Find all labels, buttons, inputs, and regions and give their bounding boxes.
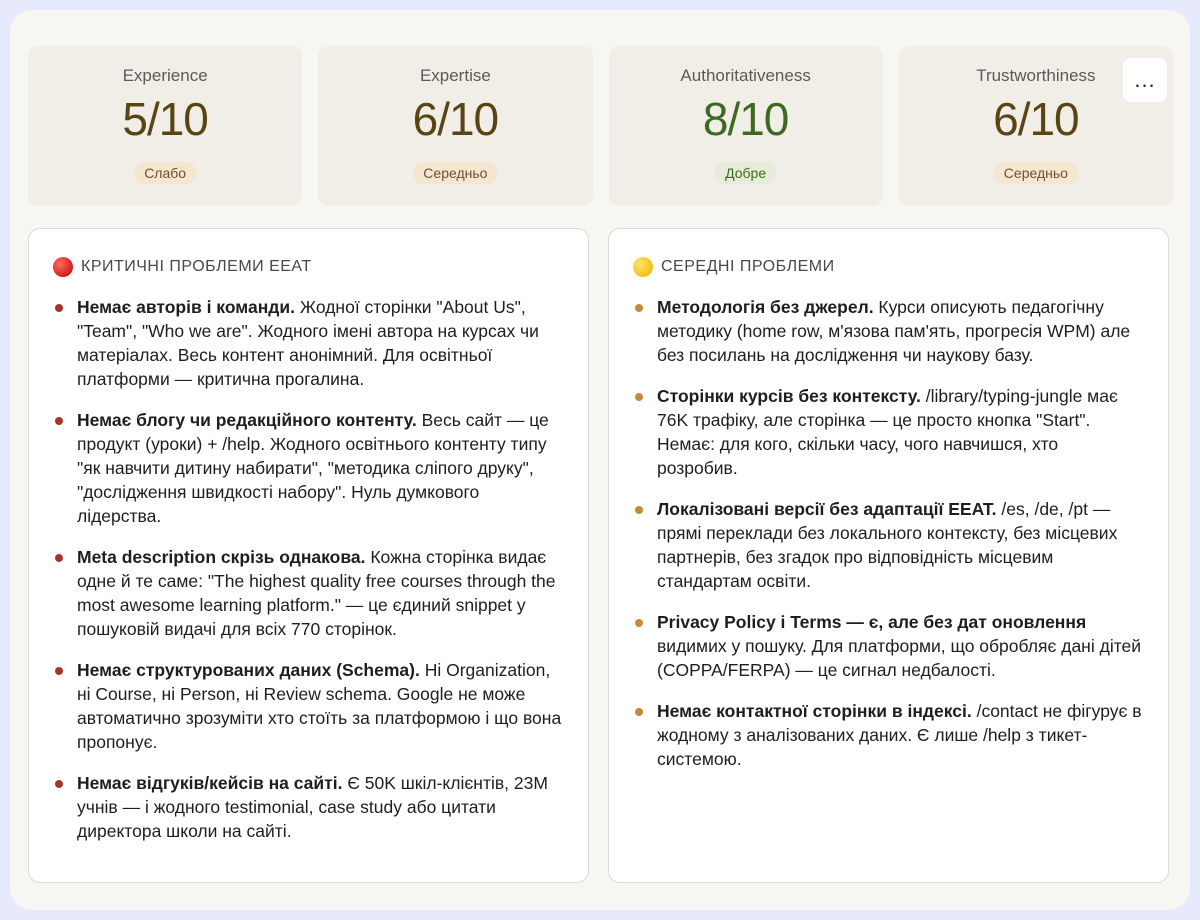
bullet-dot [635,619,643,627]
score-label: Authoritativeness [680,66,811,85]
score-card-experience [28,46,302,206]
score-value: 6/10 [412,93,499,145]
issue-title: Privacy Policy і Terms — є, але без дат оновлення [657,612,1087,632]
score-card-authoritativeness [609,46,883,206]
issue-text: Жодної сторінки "About Us", "Team", "Who we are". Жодного імені автора на курсах чи матеріалах. Весь контент анонімний. Для освітньої платформи — критична прогалина. [77,297,539,389]
medium-issues-list [633,295,1142,771]
list-item [633,497,1142,593]
bullet-dot [55,667,63,675]
issue-title: Немає контактної сторінки в індексі. [657,701,972,721]
issue-title: Локалізовані версії без адаптації EEAT. [657,499,997,519]
score-card-expertise [318,46,592,206]
bullet-dot [55,780,63,788]
issue-text: Ні Organization, ні Course, ні Person, ні Review schema. Google не може автоматично зрозуміти хто стоїть за платформою і що вона пропонує. [77,660,562,752]
list-item [633,699,1142,771]
issue-text: /es, /de, /pt — прямі переклади без локального контексту, без місцевих партнерів, без згадок про відповідність місцевим стандартам освіти. [657,499,1118,591]
issue-text: /library/typing-jungle має 76K трафіку, але сторінка — це просто кнопка "Start". Немає: для кого, скільки часу, чого навчишся, хто розробив. [657,386,1118,478]
bullet-dot [55,554,63,562]
yellow-circle-icon [633,257,653,277]
issue-title: Методологія без джерел. [657,297,874,317]
bullet-dot [635,506,643,514]
score-badge: Слабо [134,162,196,184]
critical-issues-title: КРИТИЧНІ ПРОБЛЕМИ EEAT [81,258,312,275]
score-card-trustworthiness [899,46,1173,206]
medium-issues-title: СЕРЕДНІ ПРОБЛЕМИ [661,258,835,275]
score-label: Experience [122,66,208,85]
bullet-dot [635,393,643,401]
issue-text: Кожна сторінка видає одне й те саме: "The highest quality free courses through the most awesome learning platform." — це єдиний snippet у пошуковій видачі для всіх 770 сторінок. [77,547,556,639]
critical-issues-panel [28,228,589,883]
score-value: 5/10 [122,93,208,145]
issue-text: видимих у пошуку. Для платформи, що обробляє дані дітей (COPPA/FERPA) — це сигнал недбалості. [657,636,1142,680]
bullet-dot [635,304,643,312]
eeat-score-row [28,46,1173,206]
critical-issues-list [53,295,562,843]
score-label: Trustworthiness [976,66,1096,85]
list-item [53,658,562,754]
score-badge: Добре [715,162,776,184]
medium-issues-header [633,257,1142,277]
issue-title: Немає структурованих даних (Schema). [77,660,420,680]
issue-text: Весь сайт — це продукт (уроки) + /help. Жодного освітнього контенту типу "як навчити дитину набирати", "методика сліпого друку", "дослідження швидкості набору". Нуль думкового лідерства. [77,410,549,526]
issue-text: /contact не фігурує в жодному з аналізованих даних. Є лише /help з тикет-системою. [657,701,1142,769]
score-value: 8/10 [702,93,789,145]
bullet-dot [55,417,63,425]
red-circle-icon [53,257,73,277]
list-item [53,545,562,641]
more-options-button[interactable]: ... [1123,58,1167,102]
list-item [53,408,562,528]
list-item [633,295,1142,367]
bullet-dot [55,304,63,312]
medium-issues-panel [608,228,1169,883]
score-badge: Середньо [994,162,1078,184]
list-item [633,384,1142,480]
issue-title: Сторінки курсів без контексту. [657,386,921,406]
bullet-dot [635,708,643,716]
score-value: 6/10 [993,93,1079,145]
issue-text: Є 50K шкіл-клієнтів, 23M учнів — і жодного testimonial, case study або цитати директора школи на сайті. [77,773,548,841]
list-item [53,771,562,843]
issue-title: Немає відгуків/кейсів на сайті. [77,773,343,793]
score-label: Expertise [419,66,491,85]
issue-text: Курси описують педагогічну методику (home row, м'язова пам'ять, прогресія WPM) але без посилань на дослідження чи наукову базу. [657,297,1131,365]
list-item [633,610,1142,682]
issue-title: Немає блогу чи редакційного контенту. [77,410,417,430]
score-badge: Середньо [413,162,497,184]
report-frame [10,10,1190,910]
list-item [53,295,562,391]
critical-issues-header [53,257,562,277]
issue-title: Meta description скрізь однакова. [77,547,366,567]
issue-title: Немає авторів і команди. [77,297,296,317]
